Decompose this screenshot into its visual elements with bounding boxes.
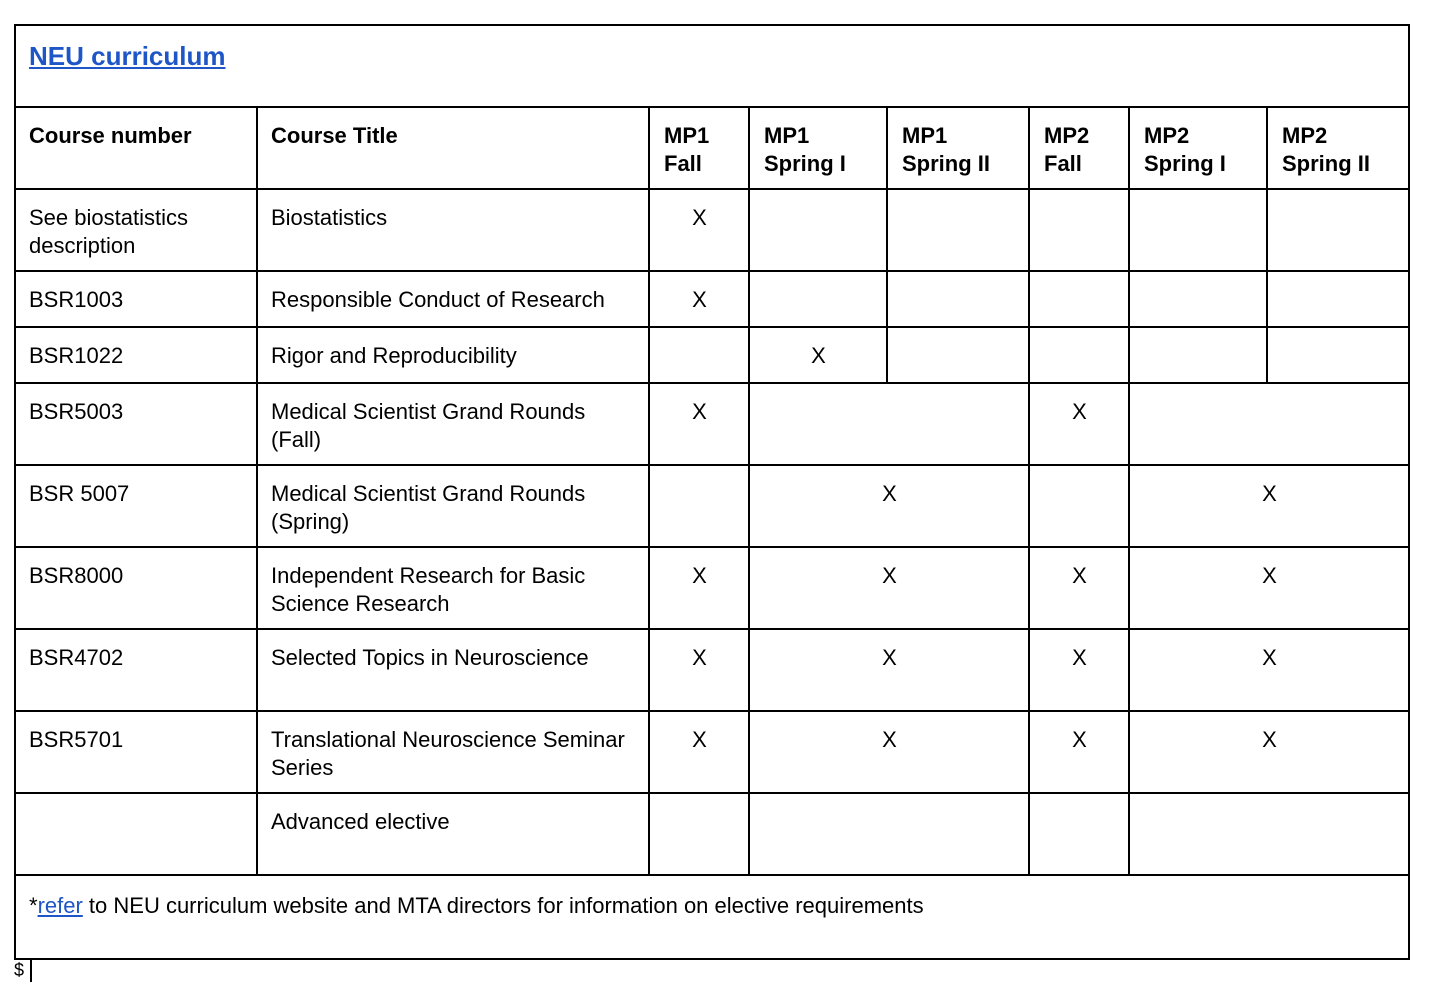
course-number: See biostatistics description (15, 189, 257, 271)
table-row (15, 189, 1409, 271)
cell-mp2-fall (1029, 271, 1129, 327)
table-row (15, 271, 1409, 327)
course-number (15, 793, 257, 875)
cell-mp1-spring (749, 793, 1029, 875)
mark-mp1-fall: X (649, 629, 749, 711)
footnote (15, 875, 1409, 959)
course-number: BSR8000 (15, 547, 257, 629)
footnote-text: to NEU curriculum website and MTA directors for information on elective requirements (82, 893, 924, 918)
cell-mp1-spring-ii (887, 327, 1029, 383)
mark-mp2-spring: X (1129, 711, 1409, 793)
cell-mp1-spring-i (749, 189, 887, 271)
mark-mp1-spring: X (749, 629, 1029, 711)
mark-mp1-spring: X (749, 547, 1029, 629)
header-course-title: Course Title (257, 107, 649, 189)
cell-mp2-spring (1129, 383, 1409, 465)
header-mp2-spring-ii: MP2 Spring II (1267, 107, 1409, 189)
course-title: Biostatistics (257, 189, 649, 271)
cell-mp2-fall (1029, 793, 1129, 875)
title-cell (15, 25, 1409, 107)
mark-mp1-spring-i: X (749, 327, 887, 383)
mark-mp1-fall: X (649, 271, 749, 327)
cell-mp1-fall (649, 327, 749, 383)
mark-mp2-fall: X (1029, 711, 1129, 793)
mark-mp1-fall: X (649, 547, 749, 629)
cell-mp1-spring-ii (887, 271, 1029, 327)
course-title: Advanced elective (257, 793, 649, 875)
table-row (15, 327, 1409, 383)
mark-mp1-fall: X (649, 711, 749, 793)
course-number: BSR1003 (15, 271, 257, 327)
mark-mp2-fall: X (1029, 383, 1129, 465)
table-row (15, 629, 1409, 711)
header-mp2-spring-i: MP2 Spring I (1129, 107, 1267, 189)
mark-mp2-spring: X (1129, 547, 1409, 629)
footnote-prefix: * (29, 893, 38, 918)
mark-mp2-spring: X (1129, 465, 1409, 547)
trailing-mark: $ (14, 960, 25, 980)
course-number: BSR5701 (15, 711, 257, 793)
course-title: Responsible Conduct of Research (257, 271, 649, 327)
table-row (15, 465, 1409, 547)
mark-mp1-spring: X (749, 465, 1029, 547)
curriculum-table (14, 24, 1410, 960)
table-row (15, 383, 1409, 465)
course-title: Selected Topics in Neuroscience (257, 629, 649, 711)
course-number: BSR1022 (15, 327, 257, 383)
mark-mp2-spring: X (1129, 629, 1409, 711)
mark-mp1-fall: X (649, 189, 749, 271)
cell-mp2-spring-i (1129, 271, 1267, 327)
cell-mp2-spring (1129, 793, 1409, 875)
header-mp2-fall: MP2 Fall (1029, 107, 1129, 189)
header-mp1-spring-i: MP1 Spring I (749, 107, 887, 189)
cell-mp2-fall (1029, 327, 1129, 383)
table-row (15, 793, 1409, 875)
course-number: BSR5003 (15, 383, 257, 465)
cell-mp2-spring-ii (1267, 271, 1409, 327)
course-number: BSR 5007 (15, 465, 257, 547)
mark-mp2-fall: X (1029, 547, 1129, 629)
header-mp1-fall: MP1 Fall (649, 107, 749, 189)
table-row (15, 547, 1409, 629)
text-cursor (30, 960, 32, 982)
cell-mp1-fall (649, 793, 749, 875)
course-title: Medical Scientist Grand Rounds (Fall) (257, 383, 649, 465)
course-title: Independent Research for Basic Science Research (257, 547, 649, 629)
header-mp1-spring-ii: MP1 Spring II (887, 107, 1029, 189)
mark-mp2-fall: X (1029, 629, 1129, 711)
mark-mp1-fall: X (649, 383, 749, 465)
cell-mp1-fall (649, 465, 749, 547)
curriculum-title-link[interactable]: NEU curriculum (29, 41, 226, 71)
header-course-number: Course number (15, 107, 257, 189)
course-title: Medical Scientist Grand Rounds (Spring) (257, 465, 649, 547)
header-row (15, 107, 1409, 189)
cell-mp2-fall (1029, 189, 1129, 271)
mark-mp1-spring: X (749, 711, 1029, 793)
cell-mp2-spring-ii (1267, 189, 1409, 271)
cell-mp1-spring-i (749, 271, 887, 327)
footnote-refer-link[interactable]: refer (37, 893, 83, 918)
cell-mp1-spring (749, 383, 1029, 465)
course-title: Translational Neuroscience Seminar Series (257, 711, 649, 793)
cell-mp2-spring-i (1129, 189, 1267, 271)
table-row (15, 711, 1409, 793)
cell-mp2-fall (1029, 465, 1129, 547)
cell-mp2-spring-i (1129, 327, 1267, 383)
cell-mp1-spring-ii (887, 189, 1029, 271)
course-number: BSR4702 (15, 629, 257, 711)
cell-mp2-spring-ii (1267, 327, 1409, 383)
course-title: Rigor and Reproducibility (257, 327, 649, 383)
